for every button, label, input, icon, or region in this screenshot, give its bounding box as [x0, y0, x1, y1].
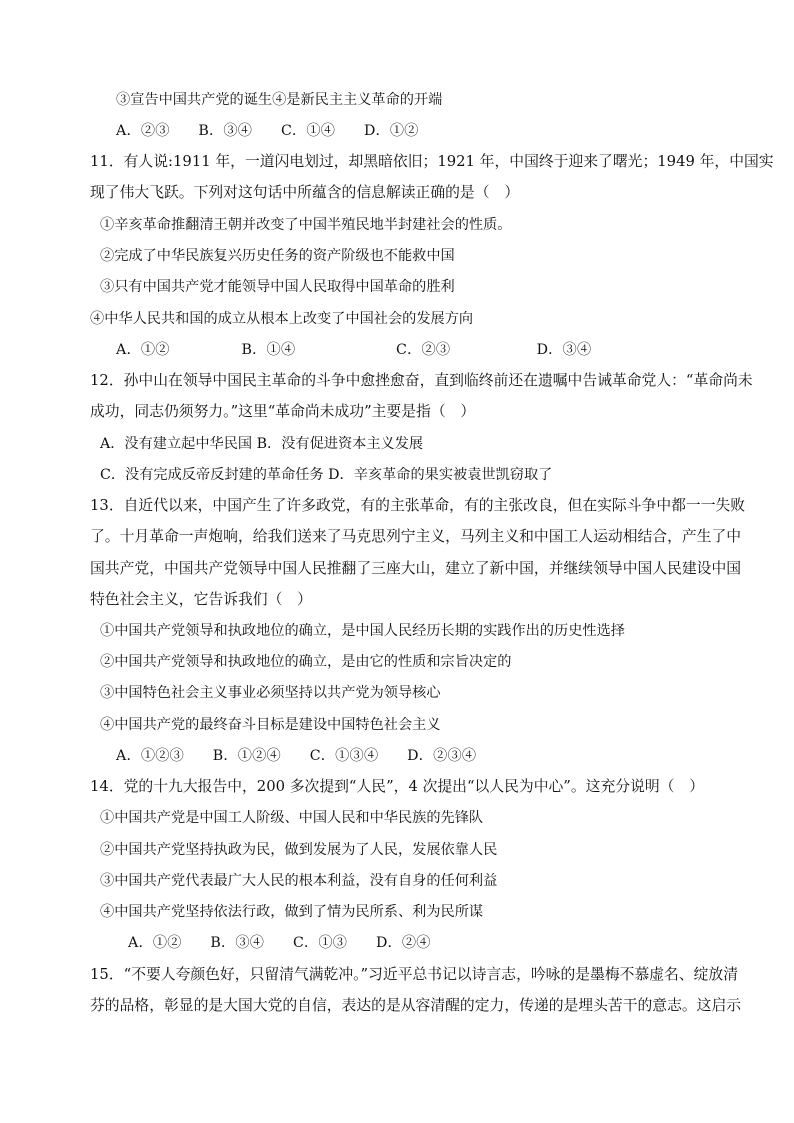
q11-option-3: ③只有中国共产党才能领导中国人民取得中国革命的胜利 — [100, 279, 455, 295]
q14-option-1: ①中国共产党是中国工人阶级、中国人民和中华民族的先锋队 — [100, 810, 484, 826]
q13-stem-line3: 国共产党，中国共产党领导中国人民推翻了三座大山，建立了新中国，并继续领导中国人民建设中国 — [90, 560, 742, 577]
q12-options-cd: C．没有完成反帝反封建的革命任务 D．辛亥革命的果实被袁世凯窃取了 — [100, 467, 553, 483]
q14-stem-line1: 14．党的十九大报告中，200 多次提到“人民”，4 次提出“以人民为中心”。这充分说明（ ） — [90, 778, 705, 795]
q12-stem-line1: 12．孙中山在领导中国民主革命的斗争中愈挫愈奋，直到临终前还在遗嘱中告诫革命党人：“革命尚未 — [90, 372, 753, 389]
q11-answers: A．①② B．①④ C．②③ D．③④ — [116, 342, 592, 358]
q14-option-4: ④中国共产党坚持依法行政，做到了情为民所系、利为民所谋 — [100, 904, 484, 920]
q13-option-2: ②中国共产党领导和执政地位的确立，是由它的性质和宗旨决定的 — [100, 654, 512, 670]
q13-answers: A．①②③ B．①②④ C．①③④ D．②③④ — [116, 748, 477, 764]
q15-stem-line1: 15．“不要人夸颜色好，只留清气满乾冲。”习近平总书记以诗言志，吟咏的是墨梅不慕虚名、绽放清 — [90, 966, 739, 983]
prev-question-option: ③宣告中国共产党的诞生④是新民主主义革命的开端 — [116, 92, 443, 108]
q13-option-3: ③中国特色社会主义事业必须坚持以共产党为领导核心 — [100, 685, 441, 701]
q13-stem-line4: 特色社会主义，它告诉我们（ ） — [90, 591, 312, 608]
q12-stem-line2: 成功，同志仍须努力。”这里“革命尚未成功”主要是指（ ） — [90, 403, 476, 420]
q14-answers: A．①② B．③④ C．①③ D．②④ — [128, 935, 431, 951]
q12-options-ab: A．没有建立起中华民国 B．没有促进资本主义发展 — [100, 436, 424, 452]
q11-option-4: ④中华人民共和国的成立从根本上改变了中国社会的发展方向 — [90, 311, 474, 327]
prev-question-answers: A．②③ B．③④ C．①④ D．①② — [116, 123, 419, 139]
q13-stem-line1: 13．自近代以来，中国产生了许多政党，有的主张革命，有的主张改良，但在实际斗争中都一一失败 — [90, 497, 746, 514]
q13-stem-line2: 了。十月革命一声炮响，给我们送来了马克思列宁主义，马列主义和中国工人运动相结合，产生了中 — [90, 528, 742, 545]
q13-option-1: ①中国共产党领导和执政地位的确立，是中国人民经历长期的实践作出的历史性选择 — [100, 623, 625, 639]
q14-option-3: ③中国共产党代表最广大人民的根本利益，没有自身的任何利益 — [100, 873, 498, 889]
q13-option-4: ④中国共产党的最终奋斗目标是建设中国特色社会主义 — [100, 717, 441, 733]
q11-option-2: ②完成了中华民族复兴历史任务的资产阶级也不能救中国 — [100, 248, 455, 264]
q11-option-1: ①辛亥革命推翻清王朝并改变了中国半殖民地半封建社会的性质。 — [100, 217, 512, 233]
q11-stem-line1: 11．有人说:1911 年，一道闪电划过，却黑暗依旧；1921 年，中国终于迎来了曙光；1949 年，中国实 — [90, 153, 774, 170]
q15-stem-line2: 芬的品格，彰显的是大国大党的自信，表达的是从容清醒的定力，传递的是埋头苦干的意志。这启示 — [90, 997, 742, 1014]
q11-stem-line2: 现了伟大飞跃。下列对这句话中所蕴含的信息解读正确的是（ ） — [90, 184, 520, 201]
q14-option-2: ②中国共产党坚持执政为民，做到发展为了人民，发展依靠人民 — [100, 842, 498, 858]
